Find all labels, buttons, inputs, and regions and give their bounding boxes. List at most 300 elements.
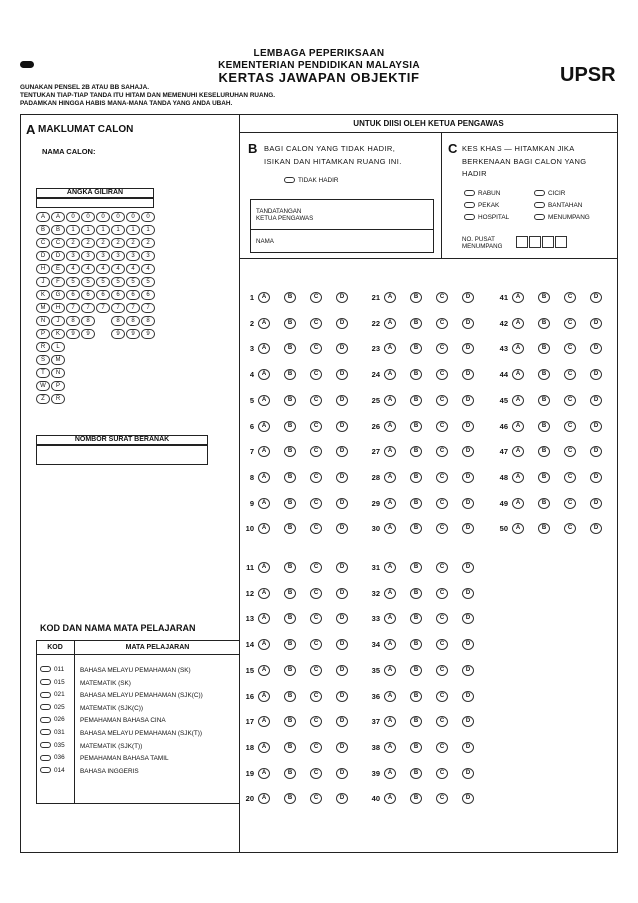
answer-bubble-c[interactable]: C xyxy=(310,793,322,804)
answer-bubble-b[interactable]: B xyxy=(410,742,422,753)
answer-bubble-b[interactable]: B xyxy=(538,369,550,380)
answer-bubble-d[interactable]: D xyxy=(462,742,474,753)
answer-bubble-b[interactable]: B xyxy=(410,562,422,573)
answer-bubble-d[interactable]: D xyxy=(336,472,348,483)
angka-giliran-bubble[interactable]: 0 xyxy=(141,212,155,222)
answer-bubble-a[interactable]: A xyxy=(258,691,270,702)
angka-giliran-bubble[interactable]: 0 xyxy=(126,212,140,222)
subject-kod-option[interactable] xyxy=(40,729,65,736)
answer-bubble-c[interactable]: C xyxy=(310,318,322,329)
answer-bubble-a[interactable]: A xyxy=(258,639,270,650)
angka-giliran-bubble[interactable]: S xyxy=(36,355,50,365)
subject-kod-option[interactable] xyxy=(40,679,65,686)
subject-kod-option[interactable] xyxy=(40,742,65,749)
angka-giliran-bubble[interactable]: 0 xyxy=(96,212,110,222)
answer-bubble-d[interactable]: D xyxy=(462,665,474,676)
answer-bubble-b[interactable]: B xyxy=(284,395,296,406)
angka-giliran-bubble[interactable]: 6 xyxy=(126,290,140,300)
angka-giliran-bubble[interactable]: 3 xyxy=(141,251,155,261)
answer-bubble-c[interactable]: C xyxy=(310,472,322,483)
subject-bubble[interactable] xyxy=(40,717,51,723)
answer-bubble-d[interactable]: D xyxy=(336,421,348,432)
bantahan-bubble[interactable] xyxy=(534,202,545,208)
answer-bubble-c[interactable]: C xyxy=(564,343,576,354)
answer-bubble-c[interactable]: C xyxy=(564,523,576,534)
answer-bubble-b[interactable]: B xyxy=(410,665,422,676)
answer-bubble-b[interactable]: B xyxy=(284,472,296,483)
rabun-bubble[interactable] xyxy=(464,190,475,196)
angka-giliran-bubble[interactable]: 2 xyxy=(81,238,95,248)
answer-bubble-b[interactable]: B xyxy=(410,793,422,804)
answer-bubble-a[interactable]: A xyxy=(258,498,270,509)
answer-bubble-d[interactable]: D xyxy=(336,588,348,599)
answer-bubble-c[interactable]: C xyxy=(436,742,448,753)
answer-bubble-b[interactable]: B xyxy=(538,498,550,509)
answer-bubble-a[interactable]: A xyxy=(512,369,524,380)
answer-bubble-b[interactable]: B xyxy=(410,369,422,380)
angka-giliran-bubble[interactable]: N xyxy=(51,368,65,378)
answer-bubble-c[interactable]: C xyxy=(564,292,576,303)
answer-bubble-b[interactable]: B xyxy=(410,446,422,457)
answer-bubble-a[interactable]: A xyxy=(258,768,270,779)
answer-bubble-d[interactable]: D xyxy=(590,343,602,354)
answer-bubble-d[interactable]: D xyxy=(336,613,348,624)
tidak-hadir-bubble[interactable] xyxy=(284,177,295,183)
answer-bubble-c[interactable]: C xyxy=(436,421,448,432)
subject-bubble[interactable] xyxy=(40,679,51,685)
answer-bubble-b[interactable]: B xyxy=(410,343,422,354)
answer-bubble-a[interactable]: A xyxy=(384,639,396,650)
subject-kod-option[interactable] xyxy=(40,767,65,774)
answer-bubble-d[interactable]: D xyxy=(336,742,348,753)
answer-bubble-b[interactable]: B xyxy=(538,343,550,354)
answer-bubble-c[interactable]: C xyxy=(310,343,322,354)
angka-giliran-bubble[interactable]: 3 xyxy=(126,251,140,261)
answer-bubble-b[interactable]: B xyxy=(538,523,550,534)
answer-bubble-b[interactable]: B xyxy=(284,343,296,354)
angka-giliran-bubble[interactable]: 9 xyxy=(111,329,125,339)
pusat-box-1[interactable] xyxy=(516,236,528,248)
answer-bubble-c[interactable]: C xyxy=(436,562,448,573)
angka-giliran-bubble[interactable]: 8 xyxy=(81,316,95,326)
answer-bubble-c[interactable]: C xyxy=(436,498,448,509)
angka-giliran-bubble[interactable]: R xyxy=(51,394,65,404)
answer-bubble-d[interactable]: D xyxy=(336,793,348,804)
subject-kod-option[interactable] xyxy=(40,666,64,673)
angka-giliran-bubble[interactable]: L xyxy=(51,342,65,352)
answer-bubble-d[interactable]: D xyxy=(462,446,474,457)
angka-giliran-bubble[interactable]: 7 xyxy=(81,303,95,313)
subject-bubble[interactable] xyxy=(40,666,51,672)
angka-giliran-bubble[interactable]: 2 xyxy=(126,238,140,248)
answer-bubble-c[interactable]: C xyxy=(436,665,448,676)
answer-bubble-b[interactable]: B xyxy=(410,588,422,599)
angka-giliran-bubble[interactable]: 1 xyxy=(126,225,140,235)
angka-giliran-bubble[interactable]: J xyxy=(51,316,65,326)
answer-bubble-d[interactable]: D xyxy=(462,498,474,509)
answer-bubble-c[interactable]: C xyxy=(310,498,322,509)
answer-bubble-c[interactable]: C xyxy=(310,446,322,457)
angka-giliran-bubble[interactable]: 9 xyxy=(81,329,95,339)
answer-bubble-a[interactable]: A xyxy=(384,742,396,753)
answer-bubble-a[interactable]: A xyxy=(384,716,396,727)
pusat-box-2[interactable] xyxy=(529,236,541,248)
angka-giliran-bubble[interactable]: F xyxy=(51,277,65,287)
angka-giliran-bubble[interactable]: D xyxy=(36,251,50,261)
answer-bubble-c[interactable]: C xyxy=(436,716,448,727)
option-pekak[interactable] xyxy=(464,202,499,209)
answer-bubble-b[interactable]: B xyxy=(284,665,296,676)
answer-bubble-b[interactable]: B xyxy=(284,793,296,804)
answer-bubble-d[interactable]: D xyxy=(590,498,602,509)
answer-bubble-a[interactable]: A xyxy=(512,523,524,534)
answer-bubble-c[interactable]: C xyxy=(436,768,448,779)
angka-giliran-bubble[interactable]: 2 xyxy=(111,238,125,248)
answer-bubble-c[interactable]: C xyxy=(436,588,448,599)
angka-giliran-bubble[interactable]: 7 xyxy=(141,303,155,313)
answer-bubble-d[interactable]: D xyxy=(590,318,602,329)
answer-bubble-b[interactable]: B xyxy=(538,318,550,329)
answer-bubble-c[interactable]: C xyxy=(436,639,448,650)
answer-bubble-a[interactable]: A xyxy=(384,691,396,702)
angka-giliran-bubble[interactable]: 1 xyxy=(66,225,80,235)
answer-bubble-c[interactable]: C xyxy=(436,472,448,483)
answer-bubble-d[interactable]: D xyxy=(462,588,474,599)
answer-bubble-a[interactable]: A xyxy=(258,793,270,804)
angka-giliran-bubble[interactable]: P xyxy=(51,381,65,391)
surat-beranak-field[interactable] xyxy=(36,445,208,465)
answer-bubble-c[interactable]: C xyxy=(310,613,322,624)
option-bantahan[interactable] xyxy=(534,202,582,209)
answer-bubble-d[interactable]: D xyxy=(336,369,348,380)
subject-bubble[interactable] xyxy=(40,767,51,773)
angka-giliran-bubble[interactable]: 4 xyxy=(126,264,140,274)
answer-bubble-b[interactable]: B xyxy=(410,691,422,702)
angka-giliran-bubble[interactable]: 2 xyxy=(96,238,110,248)
answer-bubble-c[interactable]: C xyxy=(436,793,448,804)
answer-bubble-b[interactable]: B xyxy=(538,292,550,303)
angka-giliran-bubble[interactable]: N xyxy=(36,316,50,326)
answer-bubble-d[interactable]: D xyxy=(462,613,474,624)
angka-giliran-bubble[interactable]: W xyxy=(36,381,50,391)
answer-bubble-a[interactable]: A xyxy=(512,446,524,457)
angka-giliran-bubble[interactable]: B xyxy=(36,225,50,235)
answer-bubble-d[interactable]: D xyxy=(590,446,602,457)
answer-bubble-b[interactable]: B xyxy=(538,472,550,483)
answer-bubble-b[interactable]: B xyxy=(410,498,422,509)
answer-bubble-c[interactable]: C xyxy=(310,691,322,702)
answer-bubble-a[interactable]: A xyxy=(384,793,396,804)
answer-bubble-b[interactable]: B xyxy=(284,318,296,329)
answer-bubble-b[interactable]: B xyxy=(538,446,550,457)
angka-giliran-bubble[interactable]: 3 xyxy=(66,251,80,261)
answer-bubble-c[interactable]: C xyxy=(564,369,576,380)
subject-bubble[interactable] xyxy=(40,742,51,748)
angka-giliran-bubble[interactable]: J xyxy=(36,277,50,287)
answer-bubble-a[interactable]: A xyxy=(384,395,396,406)
answer-bubble-b[interactable]: B xyxy=(284,446,296,457)
answer-bubble-a[interactable]: A xyxy=(258,588,270,599)
pusat-box-3[interactable] xyxy=(542,236,554,248)
answer-bubble-a[interactable]: A xyxy=(258,292,270,303)
answer-bubble-b[interactable]: B xyxy=(410,523,422,534)
angka-giliran-bubble[interactable]: 7 xyxy=(96,303,110,313)
option-menumpang[interactable] xyxy=(534,214,590,221)
angka-giliran-bubble[interactable]: G xyxy=(51,290,65,300)
tidak-hadir-option[interactable] xyxy=(284,177,338,184)
angka-giliran-bubble[interactable]: 4 xyxy=(81,264,95,274)
answer-bubble-b[interactable]: B xyxy=(538,395,550,406)
answer-bubble-d[interactable]: D xyxy=(462,716,474,727)
answer-bubble-b[interactable]: B xyxy=(284,523,296,534)
angka-giliran-bubble[interactable]: 3 xyxy=(96,251,110,261)
answer-bubble-c[interactable]: C xyxy=(564,472,576,483)
answer-bubble-d[interactable]: D xyxy=(462,523,474,534)
answer-bubble-a[interactable]: A xyxy=(258,562,270,573)
answer-bubble-a[interactable]: A xyxy=(512,472,524,483)
answer-bubble-d[interactable]: D xyxy=(590,292,602,303)
subject-kod-option[interactable] xyxy=(40,716,65,723)
answer-bubble-d[interactable]: D xyxy=(462,691,474,702)
answer-bubble-d[interactable]: D xyxy=(336,716,348,727)
answer-bubble-a[interactable]: A xyxy=(384,343,396,354)
angka-giliran-bubble[interactable]: 4 xyxy=(111,264,125,274)
answer-bubble-d[interactable]: D xyxy=(462,395,474,406)
answer-bubble-c[interactable]: C xyxy=(310,562,322,573)
answer-bubble-c[interactable]: C xyxy=(310,742,322,753)
angka-giliran-bubble[interactable]: 7 xyxy=(66,303,80,313)
angka-giliran-bubble[interactable]: 4 xyxy=(66,264,80,274)
answer-bubble-b[interactable]: B xyxy=(284,292,296,303)
option-cicir[interactable] xyxy=(534,190,565,197)
angka-giliran-bubble[interactable]: A xyxy=(36,212,50,222)
angka-giliran-bubble[interactable]: 8 xyxy=(126,316,140,326)
answer-bubble-a[interactable]: A xyxy=(384,421,396,432)
answer-bubble-c[interactable]: C xyxy=(436,613,448,624)
hospital-bubble[interactable] xyxy=(464,214,475,220)
answer-bubble-c[interactable]: C xyxy=(436,691,448,702)
answer-bubble-a[interactable]: A xyxy=(258,343,270,354)
answer-bubble-a[interactable]: A xyxy=(258,318,270,329)
answer-bubble-b[interactable]: B xyxy=(284,421,296,432)
answer-bubble-a[interactable]: A xyxy=(384,588,396,599)
angka-giliran-bubble[interactable]: A xyxy=(51,212,65,222)
answer-bubble-d[interactable]: D xyxy=(336,768,348,779)
answer-bubble-a[interactable]: A xyxy=(384,562,396,573)
angka-giliran-bubble[interactable]: 0 xyxy=(66,212,80,222)
angka-giliran-bubble[interactable]: 1 xyxy=(96,225,110,235)
angka-giliran-bubble[interactable]: 5 xyxy=(111,277,125,287)
answer-bubble-d[interactable]: D xyxy=(462,768,474,779)
answer-bubble-c[interactable]: C xyxy=(436,523,448,534)
answer-bubble-b[interactable]: B xyxy=(284,716,296,727)
angka-giliran-bubble[interactable]: B xyxy=(51,225,65,235)
angka-giliran-bubble[interactable]: Z xyxy=(36,394,50,404)
answer-bubble-a[interactable]: A xyxy=(512,421,524,432)
answer-bubble-d[interactable]: D xyxy=(590,369,602,380)
angka-giliran-bubble[interactable]: C xyxy=(51,238,65,248)
angka-giliran-bubble[interactable]: E xyxy=(51,264,65,274)
answer-bubble-a[interactable]: A xyxy=(384,318,396,329)
answer-bubble-c[interactable]: C xyxy=(436,343,448,354)
answer-bubble-c[interactable]: C xyxy=(310,716,322,727)
answer-bubble-a[interactable]: A xyxy=(512,318,524,329)
answer-bubble-a[interactable]: A xyxy=(384,768,396,779)
angka-giliran-bubble[interactable]: 9 xyxy=(141,329,155,339)
angka-giliran-bubble[interactable]: 1 xyxy=(141,225,155,235)
answer-bubble-d[interactable]: D xyxy=(336,318,348,329)
answer-bubble-d[interactable]: D xyxy=(336,523,348,534)
angka-giliran-bubble[interactable]: 7 xyxy=(126,303,140,313)
answer-bubble-c[interactable]: C xyxy=(564,395,576,406)
subject-kod-option[interactable] xyxy=(40,704,65,711)
answer-bubble-d[interactable]: D xyxy=(336,395,348,406)
option-hospital[interactable] xyxy=(464,214,509,221)
answer-bubble-c[interactable]: C xyxy=(564,446,576,457)
answer-bubble-c[interactable]: C xyxy=(310,523,322,534)
answer-bubble-c[interactable]: C xyxy=(310,369,322,380)
subject-bubble[interactable] xyxy=(40,729,51,735)
angka-giliran-bubble[interactable]: D xyxy=(51,251,65,261)
angka-giliran-bubble[interactable]: 8 xyxy=(66,316,80,326)
angka-giliran-bubble[interactable]: M xyxy=(36,303,50,313)
answer-bubble-b[interactable]: B xyxy=(284,498,296,509)
angka-giliran-bubble[interactable]: P xyxy=(36,329,50,339)
angka-giliran-bubble[interactable]: 5 xyxy=(81,277,95,287)
answer-bubble-c[interactable]: C xyxy=(310,292,322,303)
answer-bubble-d[interactable]: D xyxy=(590,421,602,432)
answer-bubble-a[interactable]: A xyxy=(258,613,270,624)
angka-giliran-bubble[interactable]: 9 xyxy=(66,329,80,339)
angka-giliran-bubble[interactable]: 6 xyxy=(96,290,110,300)
answer-bubble-d[interactable]: D xyxy=(590,523,602,534)
angka-giliran-bubble[interactable]: 4 xyxy=(96,264,110,274)
answer-bubble-a[interactable]: A xyxy=(384,523,396,534)
answer-bubble-b[interactable]: B xyxy=(284,691,296,702)
answer-bubble-d[interactable]: D xyxy=(462,639,474,650)
answer-bubble-a[interactable]: A xyxy=(258,472,270,483)
answer-bubble-d[interactable]: D xyxy=(462,793,474,804)
answer-bubble-d[interactable]: D xyxy=(462,292,474,303)
answer-bubble-c[interactable]: C xyxy=(310,665,322,676)
answer-bubble-b[interactable]: B xyxy=(284,562,296,573)
answer-bubble-d[interactable]: D xyxy=(336,691,348,702)
angka-giliran-bubble[interactable]: 3 xyxy=(111,251,125,261)
angka-giliran-bubble[interactable]: T xyxy=(36,368,50,378)
answer-bubble-c[interactable]: C xyxy=(436,292,448,303)
answer-bubble-b[interactable]: B xyxy=(410,421,422,432)
answer-bubble-b[interactable]: B xyxy=(410,395,422,406)
answer-bubble-a[interactable]: A xyxy=(384,665,396,676)
answer-bubble-c[interactable]: C xyxy=(310,768,322,779)
answer-bubble-c[interactable]: C xyxy=(436,369,448,380)
answer-bubble-d[interactable]: D xyxy=(336,446,348,457)
answer-bubble-d[interactable]: D xyxy=(336,498,348,509)
answer-bubble-a[interactable]: A xyxy=(384,472,396,483)
answer-bubble-a[interactable]: A xyxy=(512,292,524,303)
answer-bubble-a[interactable]: A xyxy=(384,369,396,380)
angka-giliran-bubble[interactable]: R xyxy=(36,342,50,352)
answer-bubble-c[interactable]: C xyxy=(564,498,576,509)
answer-bubble-d[interactable]: D xyxy=(336,639,348,650)
answer-bubble-b[interactable]: B xyxy=(410,472,422,483)
answer-bubble-a[interactable]: A xyxy=(258,446,270,457)
answer-bubble-a[interactable]: A xyxy=(258,665,270,676)
angka-giliran-bubble[interactable]: 2 xyxy=(66,238,80,248)
answer-bubble-a[interactable]: A xyxy=(384,292,396,303)
angka-giliran-bubble[interactable]: C xyxy=(36,238,50,248)
answer-bubble-d[interactable]: D xyxy=(590,472,602,483)
answer-bubble-b[interactable]: B xyxy=(284,742,296,753)
subject-kod-option[interactable] xyxy=(40,754,65,761)
answer-bubble-b[interactable]: B xyxy=(410,768,422,779)
subject-bubble[interactable] xyxy=(40,704,51,710)
answer-bubble-b[interactable]: B xyxy=(410,716,422,727)
angka-giliran-bubble[interactable]: 5 xyxy=(66,277,80,287)
answer-bubble-a[interactable]: A xyxy=(512,343,524,354)
answer-bubble-d[interactable]: D xyxy=(462,318,474,329)
answer-bubble-b[interactable]: B xyxy=(538,421,550,432)
angka-giliran-bubble[interactable]: 5 xyxy=(126,277,140,287)
angka-giliran-bubble[interactable]: 5 xyxy=(141,277,155,287)
angka-giliran-bubble[interactable]: 0 xyxy=(111,212,125,222)
answer-bubble-b[interactable]: B xyxy=(410,613,422,624)
angka-giliran-bubble[interactable]: K xyxy=(36,290,50,300)
answer-bubble-d[interactable]: D xyxy=(336,665,348,676)
subject-bubble[interactable] xyxy=(40,755,51,761)
answer-bubble-d[interactable]: D xyxy=(336,343,348,354)
angka-giliran-bubble[interactable]: 1 xyxy=(81,225,95,235)
answer-bubble-a[interactable]: A xyxy=(512,395,524,406)
answer-bubble-d[interactable]: D xyxy=(590,395,602,406)
answer-bubble-a[interactable]: A xyxy=(258,716,270,727)
answer-bubble-b[interactable]: B xyxy=(284,588,296,599)
angka-giliran-write-boxes[interactable] xyxy=(36,198,154,208)
angka-giliran-bubble[interactable]: 6 xyxy=(81,290,95,300)
answer-bubble-c[interactable]: C xyxy=(564,318,576,329)
answer-bubble-a[interactable]: A xyxy=(384,498,396,509)
answer-bubble-c[interactable]: C xyxy=(310,395,322,406)
pekak-bubble[interactable] xyxy=(464,202,475,208)
angka-giliran-bubble[interactable]: 9 xyxy=(126,329,140,339)
answer-bubble-c[interactable]: C xyxy=(310,639,322,650)
answer-bubble-d[interactable]: D xyxy=(462,472,474,483)
answer-bubble-b[interactable]: B xyxy=(410,318,422,329)
answer-bubble-d[interactable]: D xyxy=(336,292,348,303)
angka-giliran-bubble[interactable]: 7 xyxy=(111,303,125,313)
answer-bubble-b[interactable]: B xyxy=(284,639,296,650)
answer-bubble-a[interactable]: A xyxy=(258,742,270,753)
angka-giliran-bubble[interactable]: 6 xyxy=(111,290,125,300)
answer-bubble-d[interactable]: D xyxy=(336,562,348,573)
answer-bubble-a[interactable]: A xyxy=(258,523,270,534)
answer-bubble-d[interactable]: D xyxy=(462,562,474,573)
answer-bubble-c[interactable]: C xyxy=(310,588,322,599)
option-rabun[interactable] xyxy=(464,190,500,197)
answer-bubble-a[interactable]: A xyxy=(258,369,270,380)
angka-giliran-bubble[interactable]: H xyxy=(51,303,65,313)
answer-bubble-b[interactable]: B xyxy=(284,768,296,779)
answer-bubble-b[interactable]: B xyxy=(284,369,296,380)
angka-giliran-bubble[interactable]: 8 xyxy=(141,316,155,326)
angka-giliran-bubble[interactable]: 5 xyxy=(96,277,110,287)
answer-bubble-c[interactable]: C xyxy=(436,318,448,329)
angka-giliran-bubble[interactable]: 6 xyxy=(66,290,80,300)
angka-giliran-bubble[interactable]: 1 xyxy=(111,225,125,235)
subject-bubble[interactable] xyxy=(40,692,51,698)
answer-bubble-b[interactable]: B xyxy=(410,292,422,303)
answer-bubble-c[interactable]: C xyxy=(564,421,576,432)
